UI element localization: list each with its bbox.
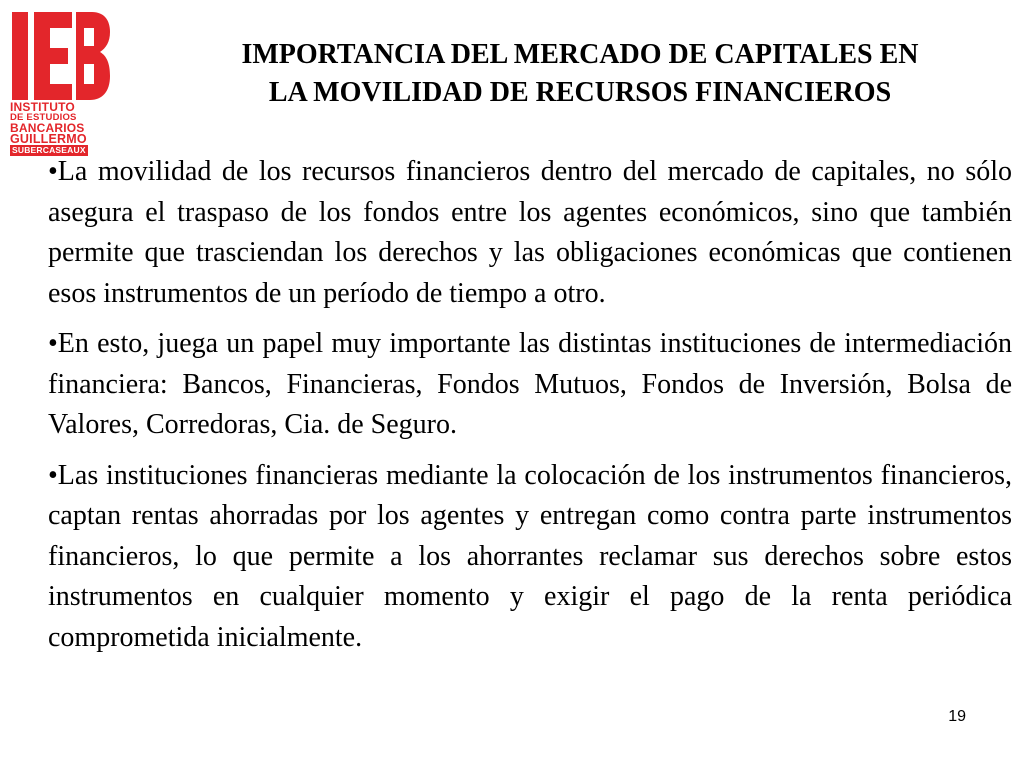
logo-line: DE ESTUDIOS bbox=[10, 111, 77, 123]
slide-title-line-1: IMPORTANCIA DEL MERCADO DE CAPITALES EN bbox=[241, 39, 919, 70]
page-number: 19 bbox=[948, 708, 966, 725]
logo-line: INSTITUTO bbox=[10, 100, 75, 114]
logo-line: SUBERCASEAUX bbox=[12, 145, 86, 155]
bullet-paragraph-2: •En esto, juega un papel muy importante las distintas instituciones de intermediación financiera: Bancos, Financieras, Fondos Mutuos, Fondos de Inversión, Bolsa de Valores, Corredoras, Cia. de Seguro. bbox=[48, 328, 1012, 440]
logo-line: BANCARIOS bbox=[10, 121, 85, 135]
slide-title bbox=[150, 36, 1010, 112]
logo-line: GUILLERMO bbox=[10, 131, 87, 146]
bullet-paragraph-3: •Las instituciones financieras mediante la colocación de los instrumentos financieros, captan rentas ahorradas por los agentes y entregan como contra parte instrumentos financieros, lo que permite a los ahorrantes reclamar sus derechos sobre estos instrumentos en cualquier momento y exigir el pago de la renta periódica comprometida inicialmente. bbox=[48, 459, 1012, 653]
slide-title-line-2: LA MOVILIDAD DE RECURSOS FINANCIEROS bbox=[268, 77, 892, 108]
ieb-logo-mark bbox=[12, 12, 110, 100]
institute-logo bbox=[10, 12, 132, 158]
slide-body bbox=[48, 152, 1012, 668]
bullet-paragraph-1: •La movilidad de los recursos financieros dentro del mercado de capitales, no sólo asegura el traspaso de los fondos entre los agentes económicos, sino que también permite que trasciendan los derechos y las obligaciones económicas que contienen esos instrumentos de un período de tiempo a otro. bbox=[48, 156, 1012, 309]
logo-text bbox=[10, 102, 132, 156]
